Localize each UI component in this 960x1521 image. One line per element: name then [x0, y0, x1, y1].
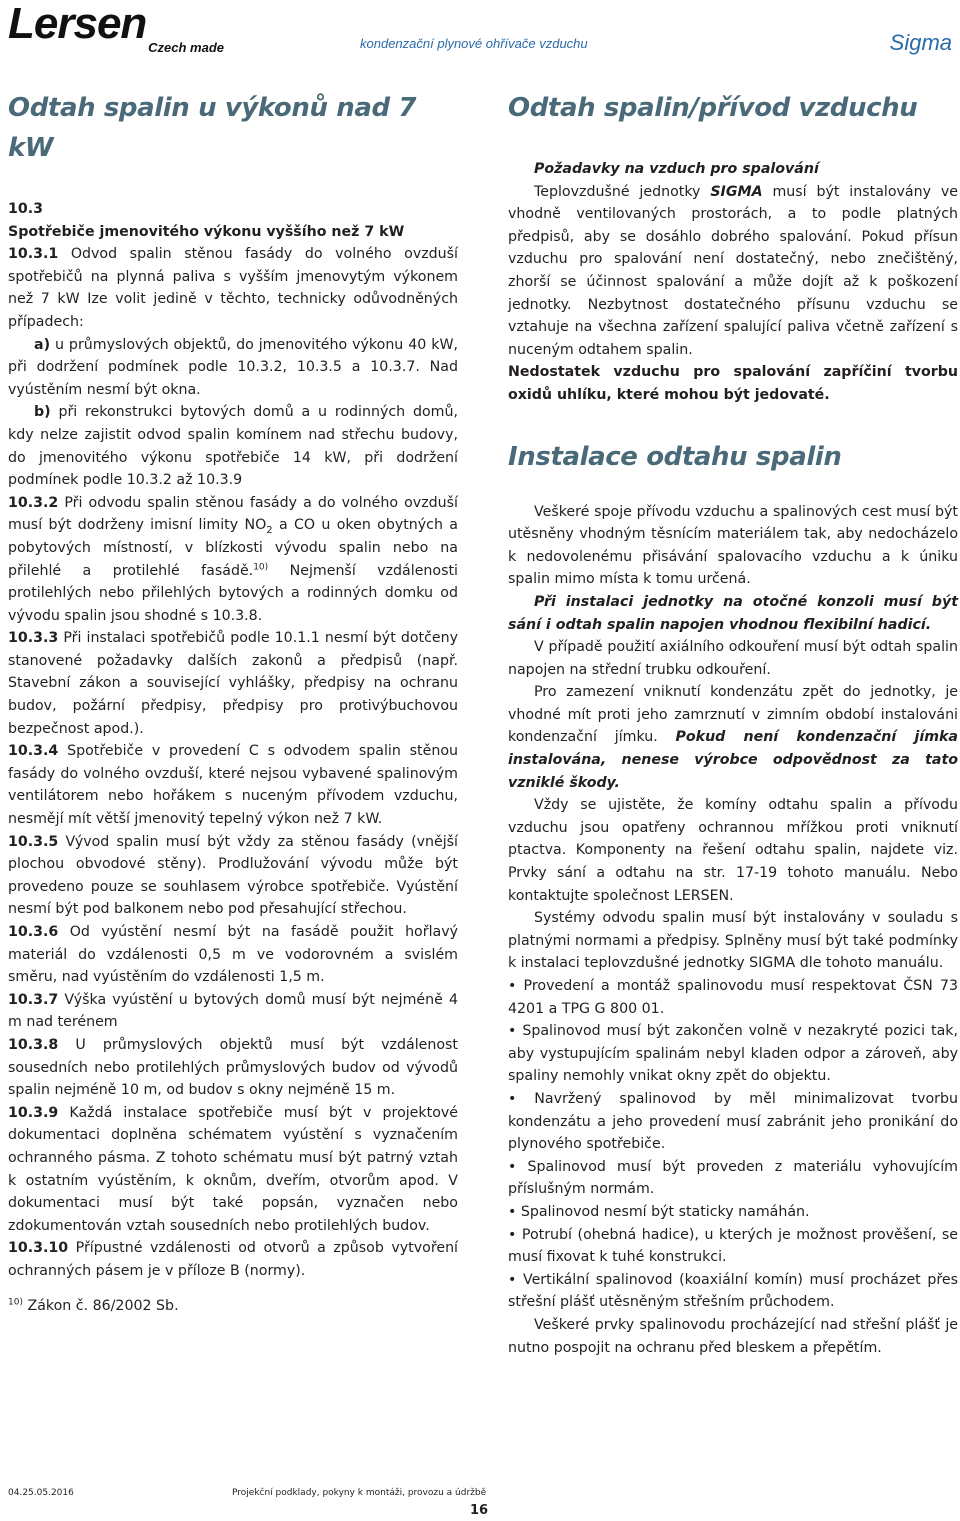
logo-wordmark: Lersen — [8, 0, 147, 48]
header-tagline: kondenzační plynové ohřívače vzduchu — [360, 36, 588, 51]
bullet-item: • Spalinovod musí být zakončen volně v nezakryté pozici tak, aby vystupujícím spalinám nebyl kladen odpor a zároveň, aby spaliny nemohly vnikat okny zpět do objektu. — [508, 1023, 958, 1085]
logo-subtitle: Czech made — [148, 40, 224, 55]
flue-installation-title: Instalace odtahu spalin — [508, 441, 842, 472]
item-b: b) při rekonstrukci bytových domů a u rodinných domů, kdy nelze zajistit odvod spalin komínem nad střechu budovy, do jmenovitého výkonu spotřebiče 14 kW, při dodržení podmínek podle 10.3.2 až 10.3.9 — [8, 404, 458, 489]
footer-text: Projekční podklady, pokyny k montáži, provozu a údržbě — [232, 1488, 487, 1498]
bullet-item: • Spalinovod musí být proveden z materiálu vyhovujícím příslušným normám. — [508, 1158, 958, 1198]
bullet-item: • Vertikální spalinovod (koaxiální komín) musí procházet přes střešní plášť utěsněným střešním průchodem. — [508, 1271, 958, 1311]
paragraph-10-3-8: 10.3.8 U průmyslových objektů musí být vzdálenost sousedních nebo protilehlých průmyslových budov od vývodů spalin nejméně 10 m, od budov s okny nejméně 15 m. — [8, 1036, 458, 1099]
brand-name: Sigma — [889, 30, 952, 55]
paragraph-10-3-2: 10.3.2 Při odvodu spalin stěnou fasády a do volného ovzduší musí být dodrženy imisní limity $NO_2$ a CO u oken obytných a pobytových místností, v blízkosti vývodu spalin nebo na přilehlé a protilehlé fasádě.$^{10)}$ Nejmenší vzdálenosti protilehlých nebo přilehlých bytových a rodinných domku od vývodu spalin jsou shodné s 10.3.8. — [8, 494, 458, 624]
paragraph-10-3-9: 10.3.9 Každá instalace spotřebiče musí být v projektové dokumentaci doplněna schématem vyústění s vyznačením ochranného pásma. Z tohoto schématu musí být patrný vztah k ostatním vyústěním, k oknům, dveřím, otvorům apod. V dokumentaci musí být také popsán, vyznačen nebo zdokumentován vztah sousedních nebo protilehlých budov. — [8, 1104, 458, 1234]
paragraph-10-3-5: 10.3.5 Vývod spalin musí být vždy za stěnou fasády (vnější plochou obvodové stěny). Prodlužování vývodu může být provedeno pouze se souhlasem výrobce spotřebiče. Vyústění nesmí být pod balkonem nebo pod přesahující střechou. — [8, 833, 458, 918]
paragraph-seals: Veškeré spoje přívodu vzduchu a spalinových cest musí být utěsněny vhodným těsnícím materiálem tak, aby nedocházelo k nedovolenému přisávání spalovacího vzduchu a k úniku spalin mimo místa k tomu určená. — [508, 503, 958, 588]
section-title: Spotřebiče jmenovitého výkonu vyššího než 7 kW — [8, 223, 405, 240]
paragraph-standards: Systémy odvodu spalin musí být instalovány v souladu s platnými normami a předpisy. Splněny musí být také podmínky k instalaci teplovzdušné jednotky SIGMA dle tohoto manuálu. — [508, 910, 958, 972]
bullet-item: • Potrubí (ohebná hadice), u kterých je možnost prověšení, se musí fixovat k tuhé konstrukci. — [508, 1226, 958, 1266]
paragraph-10-3-3: 10.3.3 Při instalaci spotřebičů podle 10.1.1 nesmí být dotčeny stanovené požadavky dalších zakonů a předpisů (např. Stavební zákon a související vyhlášky, předpisy na ochranu budov, požární předpisy, předpisy pro protivýbuchovou bezpečnost apod.). — [8, 630, 458, 737]
paragraph-lightning: Veškeré prvky spalinovodu procházející nad střešní plášť je nutno pospojit na ochranu před bleskem a přepětím. — [508, 1316, 958, 1356]
left-section-title: Odtah spalin u výkonů nad 7 kW — [8, 93, 417, 163]
paragraph-10-3-4: 10.3.4 Spotřebiče v provedení C s odvodem spalin stěnou fasády do volného ovzduší, které nejsou vybavené spalinovým ventilátorem nebo hořákem s nuceným přívodem vzduchu, nesmějí mít větší jmenovitý tepelný výkon než 7 kW. — [8, 743, 458, 828]
left-column — [8, 88, 458, 1317]
air-requirements-text: Teplovzdušné jednotky SIGMA musí být instalovány ve vhodně ventilovaných prostorách, a to podle platných předpisů, aby se dosáhlo dobrého spalování. Pokud přísun vzduchu pro spalování není dostatečný, nebo znečištěný, zhorší se účinnost spalování a může dojít až k poškození jednotky. Nezbytnost dostatečného přísunu vzduchu se vztahuje na všechna zařízení spalující paliva včetně zařízení s nuceným odtahem spalin. — [508, 183, 958, 358]
paragraph-10-3-6: 10.3.6 Od vyústění nesmí být na fasádě použit hořlavý materiál do vzdálenosti 0,5 m ve vodorovném a svislém směru, nad vyústěním do vzdálenosti 1,5 m. — [8, 924, 458, 986]
air-requirements-heading: Požadavky na vzduch pro spalování — [534, 161, 819, 177]
item-a: a) u průmyslových objektů, do jmenovitého výkonu 40 kW, při dodržení podmínek podle 10.3.2, 10.3.5 a 10.3.7. Nad vyústěním nesmí být okna. — [8, 336, 458, 398]
paragraph-console: Při instalaci jednotky na otočné konzoli musí být sání i odtah spalin napojen vhodnou flexibilní hadicí. — [508, 593, 958, 633]
section-number: 10.3 — [8, 201, 44, 217]
right-section-title: Odtah spalin/přívod vzduchu — [508, 93, 918, 123]
paragraph-axial: V případě použití axiálního odkouření musí být odtah spalin napojen na střední trubku odkouření. — [508, 639, 958, 678]
lersen-logo — [8, 0, 230, 55]
paragraph-10-3-10: 10.3.10 Přípustné vzdálenosti od otvorů a způsob vytvoření ochranných pásem je v příloze B (normy). — [8, 1240, 458, 1279]
air-warning: Nedostatek vzduchu pro spalování zapříčiní tvorbu oxidů uhlíku, které mohou být jedovaté. — [508, 364, 958, 403]
bullet-item: • Spalinovod nesmí být staticky namáhán. — [508, 1203, 810, 1220]
paragraph-10-3-1: 10.3.1 Odvod spalin stěnou fasády do volného ovzduší spotřebičů na plynná paliva s vyšším jmenovytým výkonem než 7 kW Ize volit jedině v těchto, technicky odůvodněných případech: — [8, 246, 458, 330]
paragraph-chimney-grid: Vždy se ujistěte, že komíny odtahu spalin a přívodu vzduchu jsou opatřeny ochrannou mřížkou proti vniknutí ptactva. Komponenty na řešení odtahu spalin, najdete viz. Prvky sání a odtahu na str. 17-19 tohoto manuálu. Nebo kontaktujte společnost LERSEN. — [508, 797, 958, 904]
right-column — [508, 88, 958, 1359]
bullet-item: • Provedení a montáž spalinovodu musí respektovat ČSN 73 4201 a TPG G 800 01. — [508, 978, 958, 1017]
footnote: $^{10)}$ Zákon č. 86/2002 Sb. — [8, 1296, 179, 1314]
bullet-item: • Navržený spalinovod by měl minimalizovat tvorbu kondenzátu a jeho provedení musí zabránit jeho pronikání do plynového spotřebiče. — [508, 1090, 958, 1153]
paragraph-condensate: Pro zamezení vniknutí kondenzátu zpět do jednotky, je vhodné mít proti jeho zamrznutí v zimním období instalováni kondenzační jímku. Pokud není kondenzační jímka instalována, nenese výrobce odpovědnost za tato vzniklé škody. — [508, 684, 958, 791]
footer-date: 04.25.05.2016 — [8, 1488, 74, 1498]
paragraph-10-3-7: 10.3.7 Výška vyústění u bytových domů musí být nejméně 4 m nad terénem — [8, 991, 458, 1031]
page-number: 16 — [470, 1503, 489, 1518]
